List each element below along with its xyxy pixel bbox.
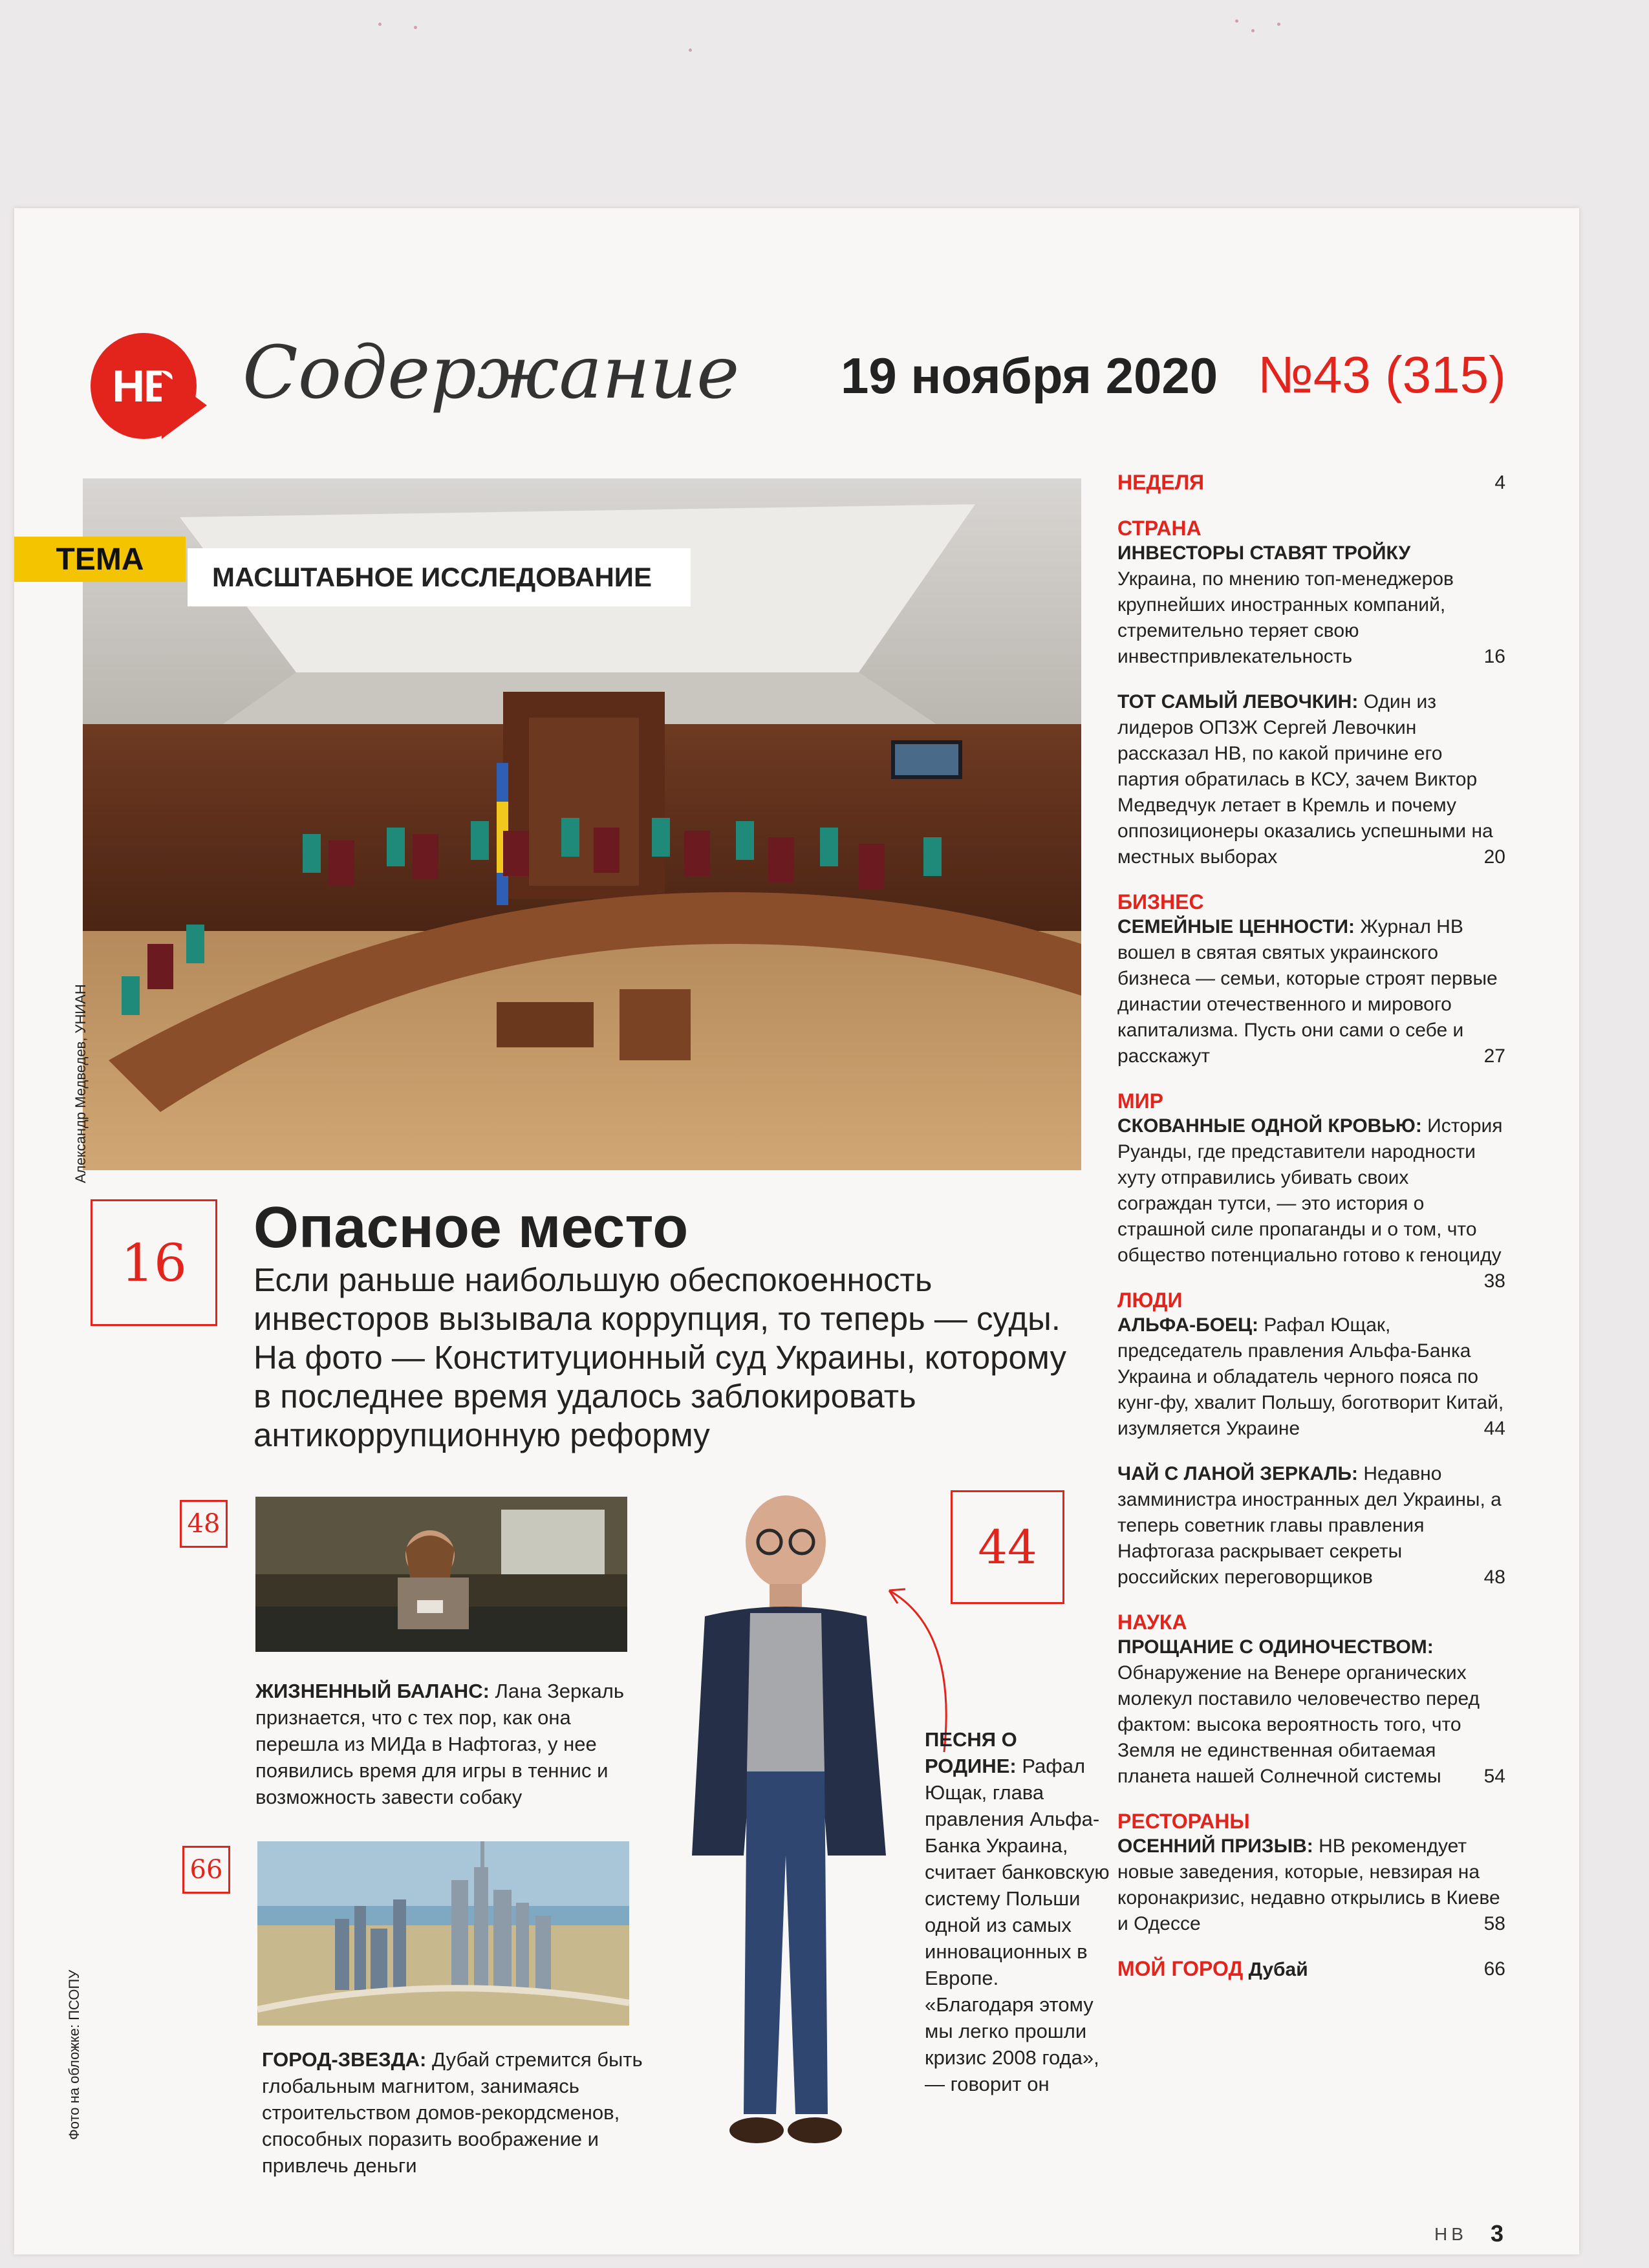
toc-entry-title: ПРОЩАНИЕ С ОДИНОЧЕСТВОМ: bbox=[1117, 1636, 1434, 1658]
toc-section-world bbox=[1117, 1089, 1505, 1292]
thumb-48-text: Лана Зеркаль признается, что с тех пор, как она перешла из МИДа в Нафтогаз, у нее появились время для игры в теннис и возможность завести собаку bbox=[255, 1680, 625, 1808]
photo-credit: Александр Медведев, УНИАН bbox=[72, 984, 89, 1183]
toc-section-label: БИЗНЕС bbox=[1117, 890, 1204, 914]
thumb-66-page-box[interactable]: 66 bbox=[182, 1846, 230, 1894]
toc-entry-title: СКОВАННЫЕ ОДНОЙ КРОВЬЮ: bbox=[1117, 1115, 1422, 1137]
interview-caption bbox=[925, 1726, 1112, 2097]
toc-page: 66 bbox=[1482, 1956, 1505, 1982]
toc-entry-text: Украина, по мнению топ-менеджеров крупнейших иностранных компаний, стремительно теряет свою инвестпривлекательность bbox=[1117, 568, 1454, 667]
logo-tail bbox=[162, 372, 207, 439]
interview-title[interactable]: ПЕСНЯ О РОДИНЕ: bbox=[925, 1728, 1017, 1777]
feature-title[interactable]: Опасное место bbox=[253, 1195, 689, 1260]
toc-section-label: МОЙ ГОРОД bbox=[1117, 1957, 1244, 1980]
toc-section-science bbox=[1117, 1610, 1505, 1790]
toc-entry-my-city[interactable] bbox=[1117, 1956, 1505, 1983]
nv-logo: НВ bbox=[91, 333, 197, 439]
toc-page: 16 bbox=[1482, 644, 1505, 670]
footer-page-number: 3 bbox=[1491, 2220, 1504, 2247]
toc-page: 58 bbox=[1482, 1911, 1505, 1937]
toc-entry[interactable] bbox=[1117, 914, 1505, 1069]
toc-page: 27 bbox=[1482, 1043, 1505, 1069]
thumb-66-title[interactable]: ГОРОД-ЗВЕЗДА: bbox=[262, 2048, 427, 2071]
toc-section-business bbox=[1117, 890, 1505, 1069]
toc-entry[interactable] bbox=[1117, 1634, 1505, 1790]
thumb-66-text: Дубай стремится быть глобальным магнитом, занимаясь строительством домов-рекордсменов, способных поразить воображение и привлечь деньги bbox=[262, 2048, 643, 2177]
toc-entry-text: Журнал НВ вошел в святая святых украинского бизнеса — семьи, которые строят первые династии отечественного и мирового капитализма. Пусть они сами о себе и расскажут bbox=[1117, 916, 1498, 1067]
toc-title: Содержание bbox=[242, 331, 740, 415]
toc-section-country bbox=[1117, 516, 1505, 870]
toc-entry[interactable] bbox=[1117, 689, 1505, 870]
toc-entry-title: ИНВЕСТОРЫ СТАВЯТ ТРОЙКУ bbox=[1117, 542, 1411, 564]
thumb-48-page-box[interactable]: 48 bbox=[180, 1500, 228, 1548]
toc-page: 54 bbox=[1482, 1764, 1505, 1790]
footer-magazine: НВ bbox=[1434, 2224, 1467, 2244]
toc-section-label: РЕСТОРАНЫ bbox=[1117, 1810, 1250, 1833]
toc-entry-title: СЕМЕЙНЫЕ ЦЕННОСТИ: bbox=[1117, 916, 1355, 937]
toc-section-label: МИР bbox=[1117, 1089, 1163, 1113]
issue-date: 19 ноября 2020 bbox=[841, 347, 1218, 404]
toc-entry-text: Обнаружение на Венере органических молекул поставило человечество перед фактом: высока вероятность того, что Земля не единственная обитаемая планета нашей Солнечной системы bbox=[1117, 1662, 1480, 1787]
toc-section-label: НАУКА bbox=[1117, 1610, 1187, 1634]
issue-number: №43 (315) bbox=[1258, 346, 1506, 403]
toc-entry[interactable] bbox=[1117, 540, 1505, 670]
tema-subtitle: МАСШТАБНОЕ ИССЛЕДОВАНИЕ bbox=[188, 548, 691, 606]
toc-entry[interactable] bbox=[1117, 1312, 1505, 1442]
toc-section-my-city bbox=[1117, 1956, 1505, 1983]
cover-credit: Фото на обложке: ПСОПУ bbox=[66, 1969, 82, 2140]
toc-page: 48 bbox=[1482, 1565, 1505, 1590]
toc-entry-week[interactable] bbox=[1117, 470, 1505, 497]
toc-section-people bbox=[1117, 1288, 1505, 1590]
tema-tag: ТЕМА bbox=[14, 537, 186, 582]
toc-entry-title: ЧАЙ С ЛАНОЙ ЗЕРКАЛЬ: bbox=[1117, 1463, 1359, 1484]
toc-page: 20 bbox=[1482, 844, 1505, 870]
toc-section-label[interactable]: НЕДЕЛЯ bbox=[1117, 471, 1205, 494]
toc-entry-text: Недавно замминистра иностранных дел Украины, а теперь советник главы правления Нафтогаза раскрывает секреты российских переговорщиков bbox=[1117, 1463, 1502, 1588]
toc-section-restaurants bbox=[1117, 1809, 1505, 1937]
toc-column bbox=[1117, 470, 1505, 2002]
toc-page: 4 bbox=[1492, 470, 1505, 496]
interview-text: Рафал Ющак, глава правления Альфа-Банка Украина, считает банковскую систему Польши одной из самых инновационных в Европе. «Благодаря этому мы легко прошли кризис 2008 года», — говорит он bbox=[925, 1755, 1110, 2095]
toc-section-label: ЛЮДИ bbox=[1117, 1289, 1183, 1312]
toc-entry-text: История Руанды, где представители народности хуту отправились убивать своих сограждан тутси, — это история о страшной силе пропаганды и о том, что общество потенциально готово к геноциду bbox=[1117, 1115, 1503, 1266]
toc-page: 44 bbox=[1482, 1416, 1505, 1442]
toc-entry-title: ТОТ САМЫЙ ЛЕВОЧКИН: bbox=[1117, 691, 1359, 712]
toc-entry-title: АЛЬФА-БОЕЦ: bbox=[1117, 1314, 1258, 1336]
feature-text: Если раньше наибольшую обеспокоенность инвесторов вызывала коррупция, то теперь — суды. На фото — Конституционный суд Украины, которому в последнее время удалось заблокировать антикоррупционную реформу bbox=[253, 1261, 1066, 1453]
toc-entry-text: Один из лидеров ОПЗЖ Сергей Левочкин рассказал НВ, по какой причине его партия обратилась в КСУ, зачем Виктор Медведчук летает в Кремль и почему оппозиционеры оказались успешными на местных выборах bbox=[1117, 691, 1493, 868]
toc-entry-title: ОСЕННИЙ ПРИЗЫВ: bbox=[1117, 1835, 1313, 1857]
thumb-48-caption bbox=[255, 1678, 630, 1810]
toc-entry-text: Дубай bbox=[1248, 1959, 1308, 1980]
toc-section-week bbox=[1117, 470, 1505, 497]
thumb-66-caption bbox=[262, 2046, 650, 2179]
toc-entry[interactable] bbox=[1117, 1461, 1505, 1590]
dubai-photo bbox=[257, 1841, 629, 2026]
toc-entry[interactable] bbox=[1117, 1113, 1505, 1292]
toc-page: 38 bbox=[1482, 1268, 1505, 1294]
toc-entry-text: НВ рекомендует новые заведения, которые, невзирая на коронакризис, недавно открылись в Киеве и Одессе bbox=[1117, 1835, 1500, 1934]
interview-page-box[interactable]: 44 bbox=[951, 1490, 1064, 1604]
toc-section-label: СТРАНА bbox=[1117, 517, 1202, 540]
feature-page-box[interactable]: 16 bbox=[91, 1199, 217, 1326]
toc-entry[interactable] bbox=[1117, 1834, 1505, 1937]
zerkal-photo bbox=[255, 1497, 627, 1652]
yuschak-photo bbox=[679, 1493, 899, 2159]
toc-entry-text: Рафал Ющак, председатель правления Альфа-Банка Украина и обладатель черного пояса по кунг-фу, хвалит Польшу, боготворит Китай, изумляется Украине bbox=[1117, 1314, 1504, 1439]
thumb-48-title[interactable]: ЖИЗНЕННЫЙ БАЛАНС: bbox=[255, 1680, 490, 1702]
